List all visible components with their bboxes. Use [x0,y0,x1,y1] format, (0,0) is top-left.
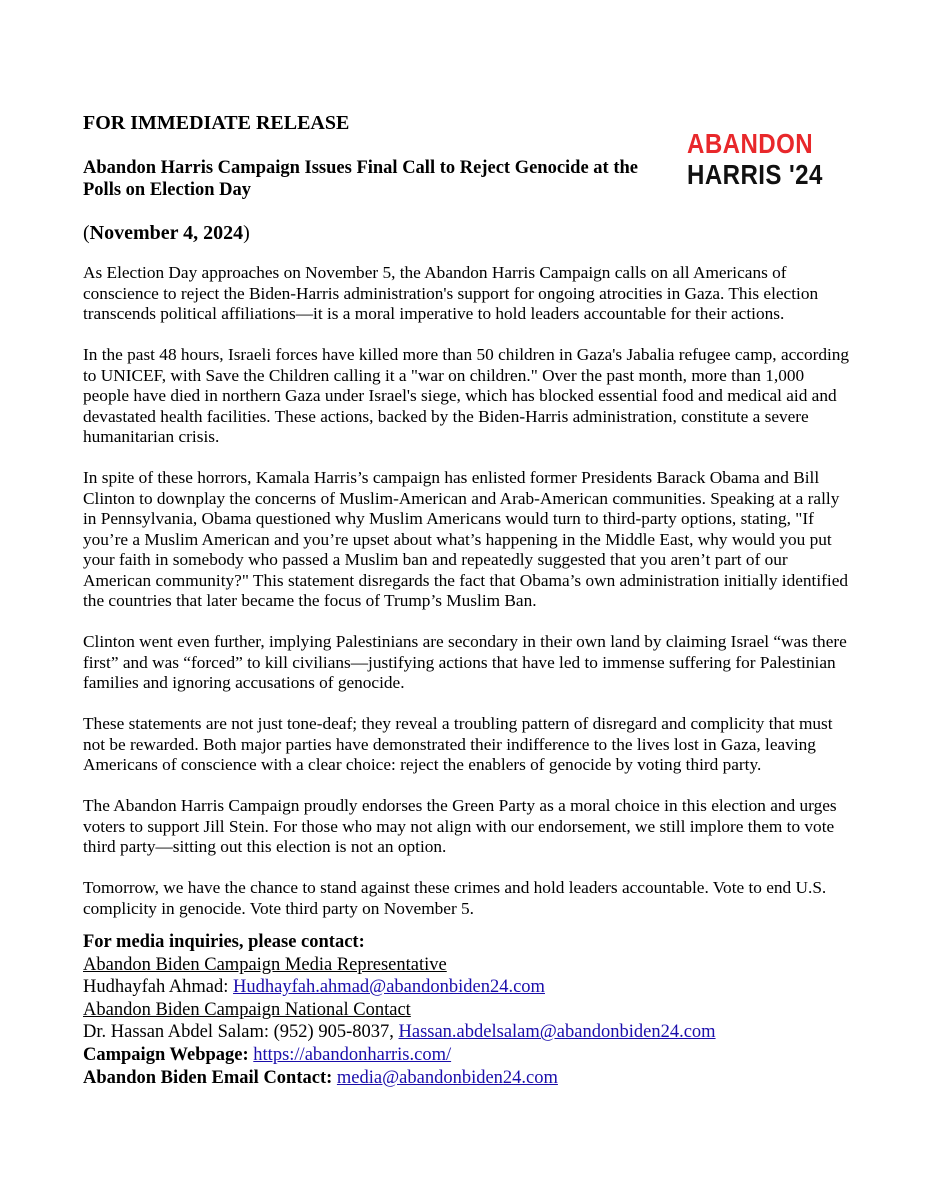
release-body [83,263,853,940]
paragraph-7: Tomorrow, we have the chance to stand against these crimes and hold leaders accountable. Vote to end U.S. complicity in genocide. Vote third party on November 5. [83,878,827,918]
email-contact-link[interactable]: media@abandonbiden24.com [336,1067,558,1088]
paragraph-6: The Abandon Harris Campaign proudly endorses the Green Party as a moral choice in this election and urges voters to support Jill Stein. For those who may not align with our endorsement, we still implore them to vote third party—sitting out this election is not an option. [83,796,837,856]
logo-line-1: ABANDON [687,128,814,159]
paragraph-1: As Election Day approaches on November 5, the Abandon Harris Campaign calls on all Americans of conscience to reject the Biden-Harris administration's support for ongoing atrocities in Gaza. This election transcends political affiliations—it is a moral imperative to hold leaders accountable for their actions. [83,263,819,323]
paragraph-3: In spite of these horrors, Kamala Harris’s campaign has enlisted former Presidents Barack Obama and Bill Clinton to downplay the concerns of Muslim-American and Arab-American communities. Speaking at a rally in Pennsylvania, Obama questioned why Muslim Americans would turn to third-party options, stating, "If you’re a Muslim American and you’re upset about what’s happening in the Middle East, why would you put your faith in somebody who passed a Muslim ban and repeatedly suggested that you aren’t part of our American community?" This statement disregards the fact that Obama’s own administration initially identified the countries that later became the focus of Trump’s Muslim Ban. [83,468,848,610]
headline: Abandon Harris Campaign Issues Final Call to Reject Genocide at the Polls on Election Day [83,158,638,200]
webpage-label: Campaign Webpage: [83,1044,249,1065]
release-date [83,222,250,245]
national-contact-line [83,1021,863,1044]
date-text: November 4, 2024 [89,222,244,244]
national-contact-email-link[interactable]: Hassan.abdelsalam@abandonbiden24.com [398,1022,716,1043]
date-open-paren: ( [83,222,90,244]
campaign-logo [687,128,823,190]
webpage-link[interactable]: https://abandonharris.com/ [253,1044,452,1065]
release-label: FOR IMMEDIATE RELEASE [83,112,350,134]
email-contact-line [83,1067,863,1090]
logo-line-2: HARRIS '24 [687,159,823,190]
contact-heading: For media inquiries, please contact: [83,932,365,952]
paragraph-2: In the past 48 hours, Israeli forces have killed more than 50 children in Gaza's Jabalia refugee camp, according to UNICEF, with Save the Children calling it a "war on children." Over the past month, more than 1,000 people have died in northern Gaza under Israel's siege, which has blocked essential food and medical aid and devastated health facilities. These actions, backed by the Biden-Harris administration, constitute a severe humanitarian crisis. [83,345,850,446]
paragraph-5: These statements are not just tone-deaf; they reveal a troubling pattern of disregard and complicity that must not be rewarded. Both major parties have demonstrated their indifference to the lives lost in Gaza, leaving Americans of conscience with a clear choice: reject the enablers of genocide by voting third party. [83,714,833,774]
national-contact-title: Abandon Biden Campaign National Contact [83,999,411,1020]
media-rep-title: Abandon Biden Campaign Media Representative [83,954,447,975]
media-rep-line [83,976,863,999]
media-contact-block [83,931,863,1089]
national-contact-name: Dr. Hassan Abdel Salam: (952) 905-8037, [83,1022,399,1043]
email-contact-label: Abandon Biden Email Contact: [83,1067,333,1088]
date-close-paren: ) [243,222,250,244]
media-rep-email-link[interactable]: Hudhayfah.ahmad@abandonbiden24.com [233,977,545,998]
paragraph-4: Clinton went even further, implying Palestinians are secondary in their own land by claiming Israel “was there first” and was “forced” to kill civilians—justifying actions that have led to immense suffering for Palestinian families and ignoring accusations of genocide. [83,632,847,692]
media-rep-name: Hudhayfah Ahmad: [83,977,234,998]
webpage-line [83,1044,863,1067]
